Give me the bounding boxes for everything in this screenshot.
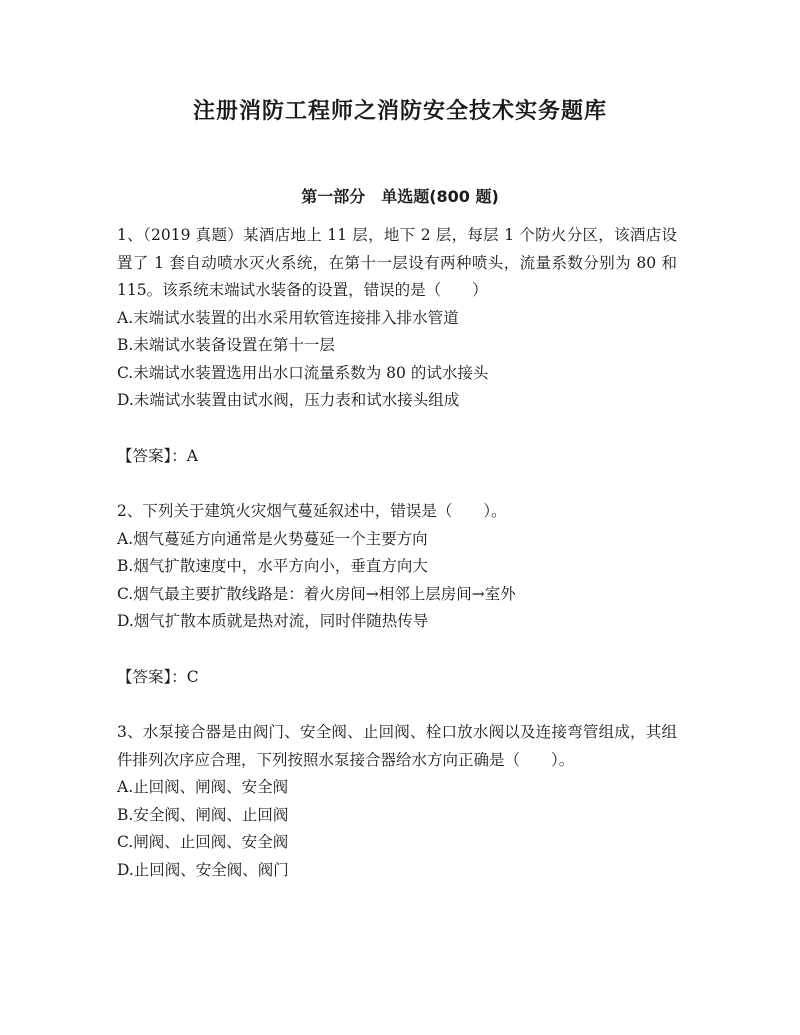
question-1 [117, 222, 677, 470]
question-list [117, 222, 677, 884]
question-stem: 1、（2019 真题）某酒店地上 11 层，地下 2 层，每层 1 个防火分区，该酒店设置了 1 套自动喷水灭火系统，在第十一层设有两种喷头，流量系数分别为 80 和 115。该系统末端试水装备的设置，错误的是（ ） [117, 226, 677, 299]
option-a: A.烟气蔓延方向通常是火势蔓延一个主要方向 [117, 529, 428, 548]
option-c: C.未端试水装置选用出水口流量系数为 80 的试水接头 [117, 363, 489, 382]
document-title: 注册消防工程师之消防安全技术实务题库 [192, 99, 607, 124]
option-d: D.未端试水装置由试水阀，压力表和试水接头组成 [117, 391, 460, 409]
option-c: C.闸阀、止回阀、安全阀 [117, 833, 289, 851]
answer-label: 【答案】：A [117, 446, 198, 465]
question-2 [117, 498, 677, 691]
section-title: 第一部分 单选题(800 题) [301, 187, 499, 206]
option-a: A.止回阀、闸阀、安全阀 [117, 778, 289, 796]
question-stem: 3、水泵接合器是由阀门、安全阀、止回阀、栓口放水阀以及连接弯管组成，其组件排列次序应合理，下列按照水泵接合器给水方向正确是（ ）。 [117, 723, 677, 769]
option-b: B.烟气扩散速度中，水平方向小，垂直方向大 [117, 557, 428, 575]
option-b: B.未端试水装备设置在第十一层 [117, 336, 335, 354]
question-3 [117, 719, 677, 884]
question-stem: 2、下列关于建筑火灾烟气蔓延叙述中，错误是（ ）。 [117, 502, 507, 520]
option-d: D.烟气扩散本质就是热对流，同时伴随热传导 [117, 612, 429, 630]
option-c: C.烟气最主要扩散线路是：着火房间→相邻上层房间→室外 [117, 584, 516, 603]
option-b: B.安全阀、闸阀、止回阀 [117, 805, 289, 824]
option-d: D.止回阀、安全阀、阀门 [117, 860, 289, 879]
answer-label: 【答案】：C [117, 667, 199, 686]
option-a: A.末端试水装置的出水采用软管连接排入排水管道 [117, 308, 459, 327]
